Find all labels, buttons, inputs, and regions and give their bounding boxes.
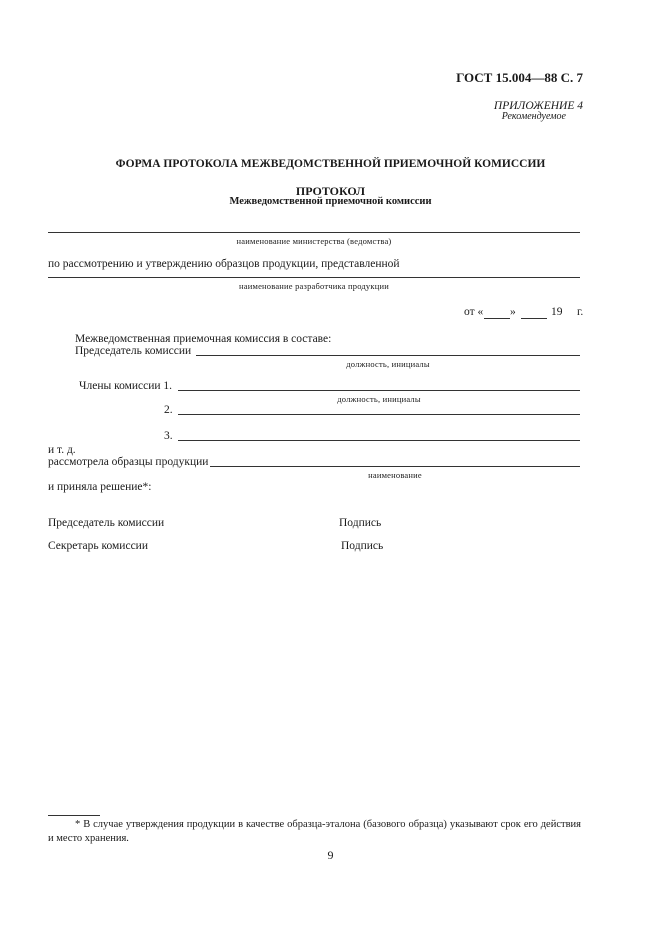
appendix-status: Рекомендуемое <box>501 111 566 122</box>
ministry-caption: наименование министерства (ведомства) <box>236 236 392 246</box>
member-2-label: 2. <box>164 404 173 416</box>
etc-label: и т. д. <box>48 444 76 456</box>
product-name-field-line[interactable] <box>210 466 580 467</box>
protocol-title: ПРОТОКОЛ <box>295 184 366 198</box>
developer-field-line[interactable] <box>48 277 580 278</box>
form-title: ФОРМА ПРОТОКОЛА МЕЖВЕДОМСТВЕННОЙ ПРИЕМОЧНОЙ КОМИССИИ <box>115 158 546 170</box>
footnote: * В случае утверждения продукции в качестве образца-эталона (базового образца) указывают срок его действия и место хранения. <box>48 819 581 844</box>
date-prefix: от « <box>464 306 484 318</box>
date-suffix: г. <box>577 306 584 318</box>
member-1-field-line[interactable] <box>178 390 580 391</box>
date-day-line[interactable] <box>484 318 510 319</box>
reviewed-label: рассмотрела образцы продукции <box>48 456 209 468</box>
signature-secretary: Секретарь комиссии <box>48 540 148 552</box>
position-caption-1: должность, инициалы <box>346 359 430 369</box>
commission-composition: Межведомственная приемочная комиссия в составе: <box>75 333 332 345</box>
signature-chairman: Председатель комиссии <box>48 517 165 529</box>
chairman-field-line[interactable] <box>196 355 580 356</box>
position-caption-2: должность, инициалы <box>337 394 421 404</box>
date-mid: » <box>510 306 516 318</box>
protocol-subtitle: Межведомственной приемочной комиссии <box>229 196 432 207</box>
decision-label: и приняла решение*: <box>48 481 152 493</box>
signature-secretary-sign: Подпись <box>341 540 384 552</box>
consideration-text: по рассмотрению и утверждению образцов продукции, представленной <box>48 258 400 270</box>
name-caption: наименование <box>368 470 422 480</box>
document-code: ГОСТ 15.004—88 С. 7 <box>456 70 583 85</box>
date-year: 19 <box>551 306 563 318</box>
signature-chairman-sign: Подпись <box>339 517 382 529</box>
member-3-label: 3. <box>164 430 173 442</box>
ministry-field-line[interactable] <box>48 232 580 233</box>
footnote-divider <box>48 815 100 816</box>
appendix-label: ПРИЛОЖЕНИЕ 4 <box>493 100 583 112</box>
chairman-label: Председатель комиссии <box>75 345 192 357</box>
member-2-field-line[interactable] <box>178 414 580 415</box>
page-number: 9 <box>327 848 334 862</box>
member-3-field-line[interactable] <box>178 440 580 441</box>
members-label: Члены комиссии 1. <box>79 380 173 392</box>
date-month-line[interactable] <box>521 318 547 319</box>
developer-caption: наименование разработчика продукции <box>239 281 389 291</box>
